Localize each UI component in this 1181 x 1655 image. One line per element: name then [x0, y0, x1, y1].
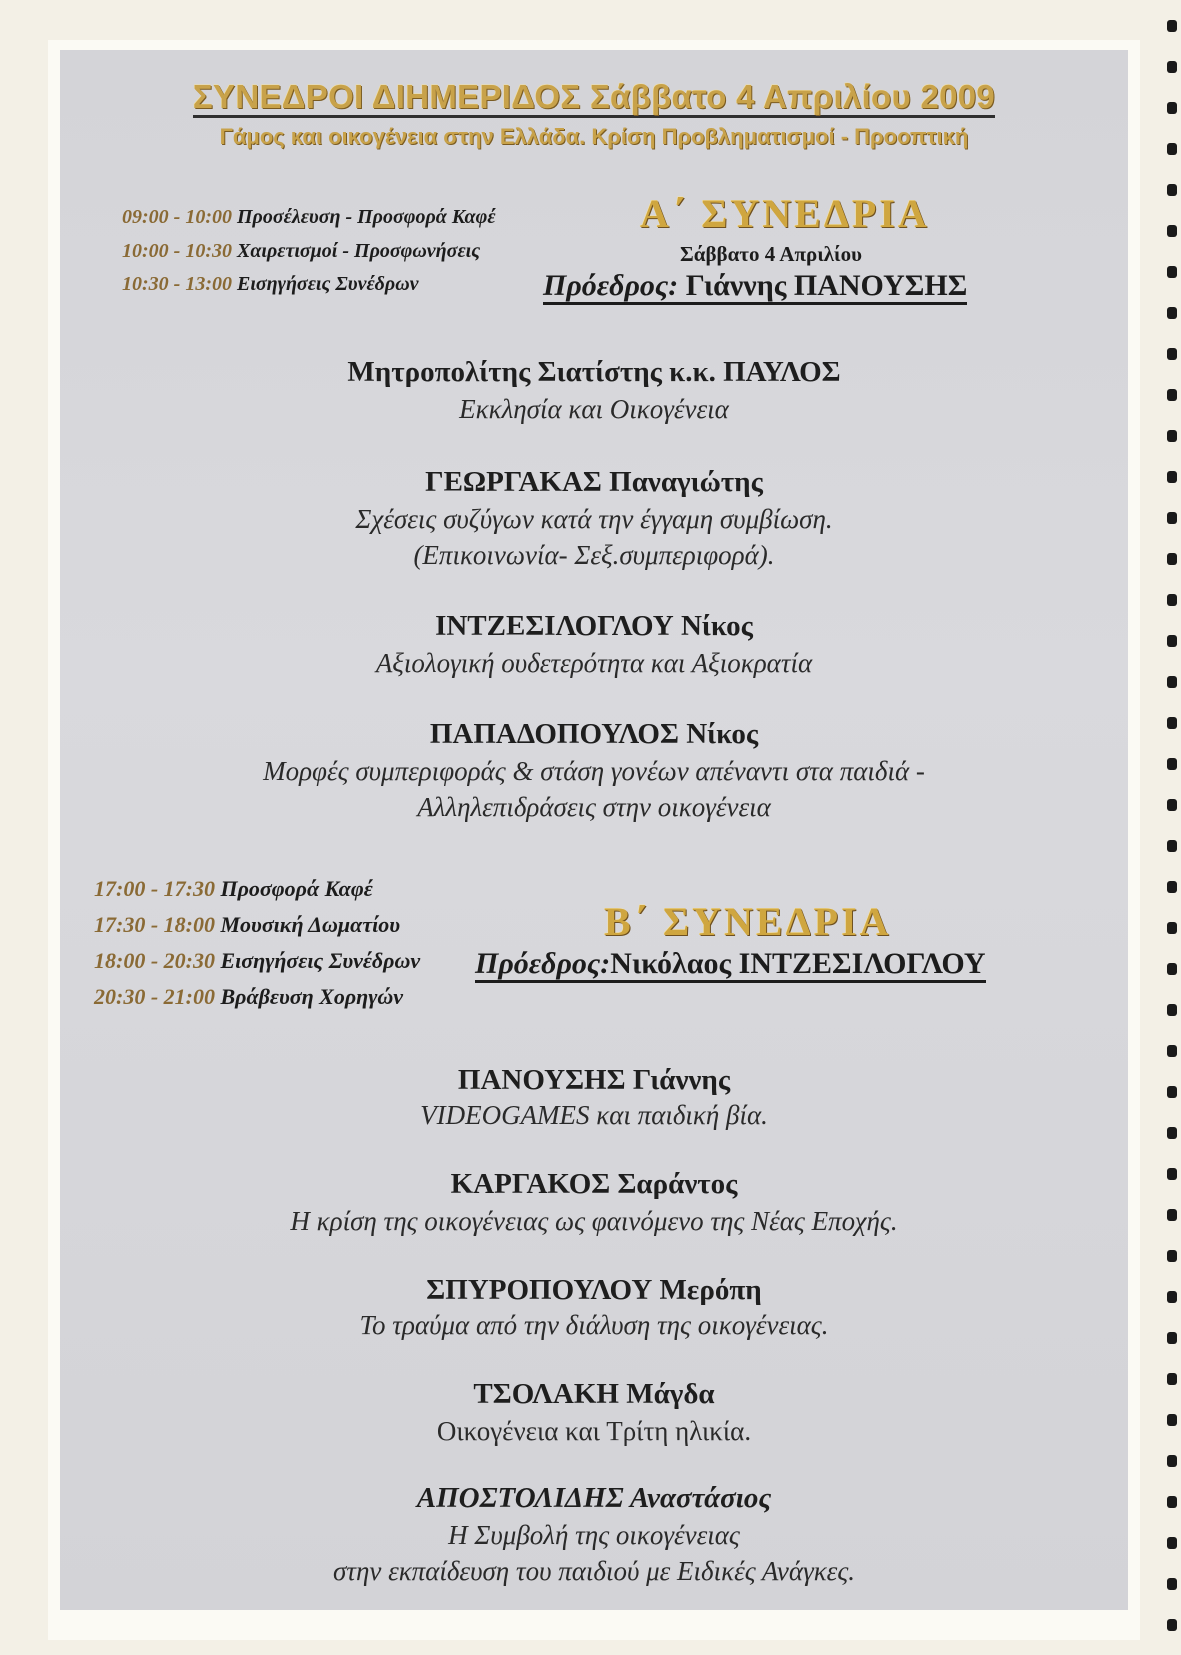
chair-label: Πρόεδρος:	[475, 947, 611, 980]
speaker-name: ΣΠΥΡΟΠΟΥΛΟΥ Μερόπη	[426, 1274, 762, 1306]
binder-hole	[1167, 1537, 1177, 1549]
binder-hole	[1167, 1168, 1177, 1180]
binder-hole	[1167, 963, 1177, 975]
schedule-time: 17:00 - 17:30	[94, 876, 215, 901]
binder-hole	[1167, 1578, 1177, 1590]
chair-label: Πρόεδρος:	[543, 269, 679, 302]
schedule-time: 18:00 - 20:30	[94, 948, 215, 973]
binder-hole	[1167, 389, 1177, 401]
schedule-row	[94, 876, 373, 902]
schedule-time: 10:30 - 13:00	[122, 273, 232, 295]
binder-hole	[1167, 1086, 1177, 1098]
speaker-name: ΤΣΟΛΑΚΗ Μάγδα	[473, 1378, 715, 1410]
schedule-activity: Προσφορά Καφέ	[220, 876, 373, 901]
talk-topic: Το τραύμα από την διάλυση της οικογένειας.	[359, 1310, 829, 1340]
session-b-chair	[475, 948, 986, 983]
talk-topic: (Επικοινωνία- Σεξ.συμπεριφορά).	[413, 540, 775, 570]
schedule-time: 17:30 - 18:00	[94, 912, 215, 937]
talk-topic: Εκκλησία και Οικογένεια	[459, 394, 729, 424]
binder-hole	[1167, 1332, 1177, 1344]
speaker-name: ΠΑΝΟΥΣΗΣ Γιάννης	[457, 1064, 731, 1096]
session-a-chair	[543, 270, 967, 305]
binder-hole	[1167, 594, 1177, 606]
page-subtitle: Γάμος και οικογένεια στην Ελλάδα. Κρίση Προβληματισμοί - Προοπτική	[219, 124, 969, 149]
binder-hole	[1167, 512, 1177, 524]
binder-hole	[1167, 1373, 1177, 1385]
binder-hole	[1167, 1619, 1177, 1631]
schedule-time: 10:00 - 10:30	[122, 240, 232, 262]
binder-hole	[1167, 225, 1177, 237]
binder-hole	[1167, 840, 1177, 852]
binder-hole	[1167, 430, 1177, 442]
binder-hole	[1167, 881, 1177, 893]
binder-hole	[1167, 922, 1177, 934]
talk-topic: Αξιολογική ουδετερότητα και Αξιοκρατία	[375, 648, 813, 678]
schedule-row	[94, 948, 420, 974]
schedule-activity: Χαιρετισμοί - Προσφωνήσεις	[236, 240, 481, 262]
speaker-name: Μητροπολίτης Σιατίστης κ.κ. ΠΑΥΛΟΣ	[347, 356, 841, 388]
schedule-activity: Εισηγήσεις Συνέδρων	[236, 273, 419, 295]
binder-hole	[1167, 61, 1177, 73]
binder-hole	[1167, 717, 1177, 729]
chair-name: Γιάννης ΠΑΝΟΥΣΗΣ	[678, 269, 968, 302]
talk-topic: Οικογένεια και Τρίτη ηλικία.	[436, 1416, 752, 1446]
binder-hole	[1167, 553, 1177, 565]
binder-hole	[1167, 1496, 1177, 1508]
binder-hole	[1167, 20, 1177, 32]
page-title	[60, 78, 1128, 116]
schedule-row	[94, 984, 403, 1010]
binder-hole	[1167, 1455, 1177, 1467]
binder-edge	[1163, 0, 1181, 1655]
binder-hole	[1167, 1209, 1177, 1221]
binder-hole	[1167, 143, 1177, 155]
binder-hole	[1167, 266, 1177, 278]
talk-topic: Η Συμβολή της οικογένειας	[448, 1520, 740, 1550]
binder-hole	[1167, 184, 1177, 196]
schedule-row	[122, 273, 419, 296]
chair-name: Νικόλαος ΙΝΤΖΕΣΙΛΟΓΛΟΥ	[610, 947, 986, 980]
schedule-time: 09:00 - 10:00	[122, 206, 232, 228]
schedule-activity: Βράβευση Χορηγών	[220, 984, 404, 1009]
speaker-name: ΑΠΟΣΤΟΛΙΔΗΣ Αναστάσιος	[416, 1482, 772, 1514]
speaker-name: ΙΝΤΖΕΣΙΛΟΓΛΟΥ Νίκος	[435, 610, 753, 642]
binder-hole	[1167, 471, 1177, 483]
binder-hole	[1167, 307, 1177, 319]
speaker-name: ΠΑΠΑΔΟΠΟΥΛΟΣ Νίκος	[429, 718, 759, 750]
schedule-activity: Προσέλευση - Προσφορά Καφέ	[236, 206, 496, 228]
talk-topic: Αλληλεπιδράσεις στην οικογένεια	[417, 792, 771, 822]
speaker-name: ΚΑΡΓΑΚΟΣ Σαράντος	[450, 1168, 738, 1200]
schedule-row	[94, 912, 400, 938]
talk-topic: Σχέσεις συζύγων κατά την έγγαμη συμβίωση.	[355, 504, 833, 534]
talk-topic: Μορφές συμπεριφοράς & στάση γονέων απέναντι στα παιδιά -	[263, 756, 925, 786]
schedule-time: 20:30 - 21:00	[94, 984, 215, 1009]
binder-hole	[1167, 1045, 1177, 1057]
binder-hole	[1167, 635, 1177, 647]
binder-hole	[1167, 1004, 1177, 1016]
binder-hole	[1167, 799, 1177, 811]
binder-hole	[1167, 1127, 1177, 1139]
binder-hole	[1167, 102, 1177, 114]
talk-topic: VIDEOGAMES και παιδική βία.	[420, 1100, 768, 1130]
binder-hole	[1167, 1414, 1177, 1426]
binder-hole	[1167, 348, 1177, 360]
schedule-activity: Εισηγήσεις Συνέδρων	[220, 948, 421, 973]
session-b-title: Β΄ ΣΥΝΕΔΡΙΑ	[604, 899, 892, 944]
session-a-title: Α΄ ΣΥΝΕΔΡΙΑ	[640, 191, 930, 236]
talk-topic: στην εκπαίδευση του παιδιού με Ειδικές Ανάγκες.	[332, 1556, 856, 1586]
speaker-name: ΓΕΩΡΓΑΚΑΣ Παναγιώτης	[425, 466, 763, 498]
binder-hole	[1167, 758, 1177, 770]
talk-topic: Η κρίση της οικογένειας ως φαινόμενο της Νέας Εποχής.	[290, 1206, 898, 1236]
session-a-date: Σάββατο 4 Απριλίου	[680, 242, 862, 266]
page-title-text: ΣΥΝΕΔΡΟΙ ΔΙΗΜΕΡΙΔΟΣ Σάββατο 4 Απριλίου 2009	[193, 78, 995, 118]
schedule-activity: Μουσική Δωματίου	[220, 912, 400, 937]
binder-hole	[1167, 1250, 1177, 1262]
binder-hole	[1167, 676, 1177, 688]
schedule-row	[122, 240, 480, 263]
schedule-row	[122, 206, 496, 229]
binder-hole	[1167, 1291, 1177, 1303]
